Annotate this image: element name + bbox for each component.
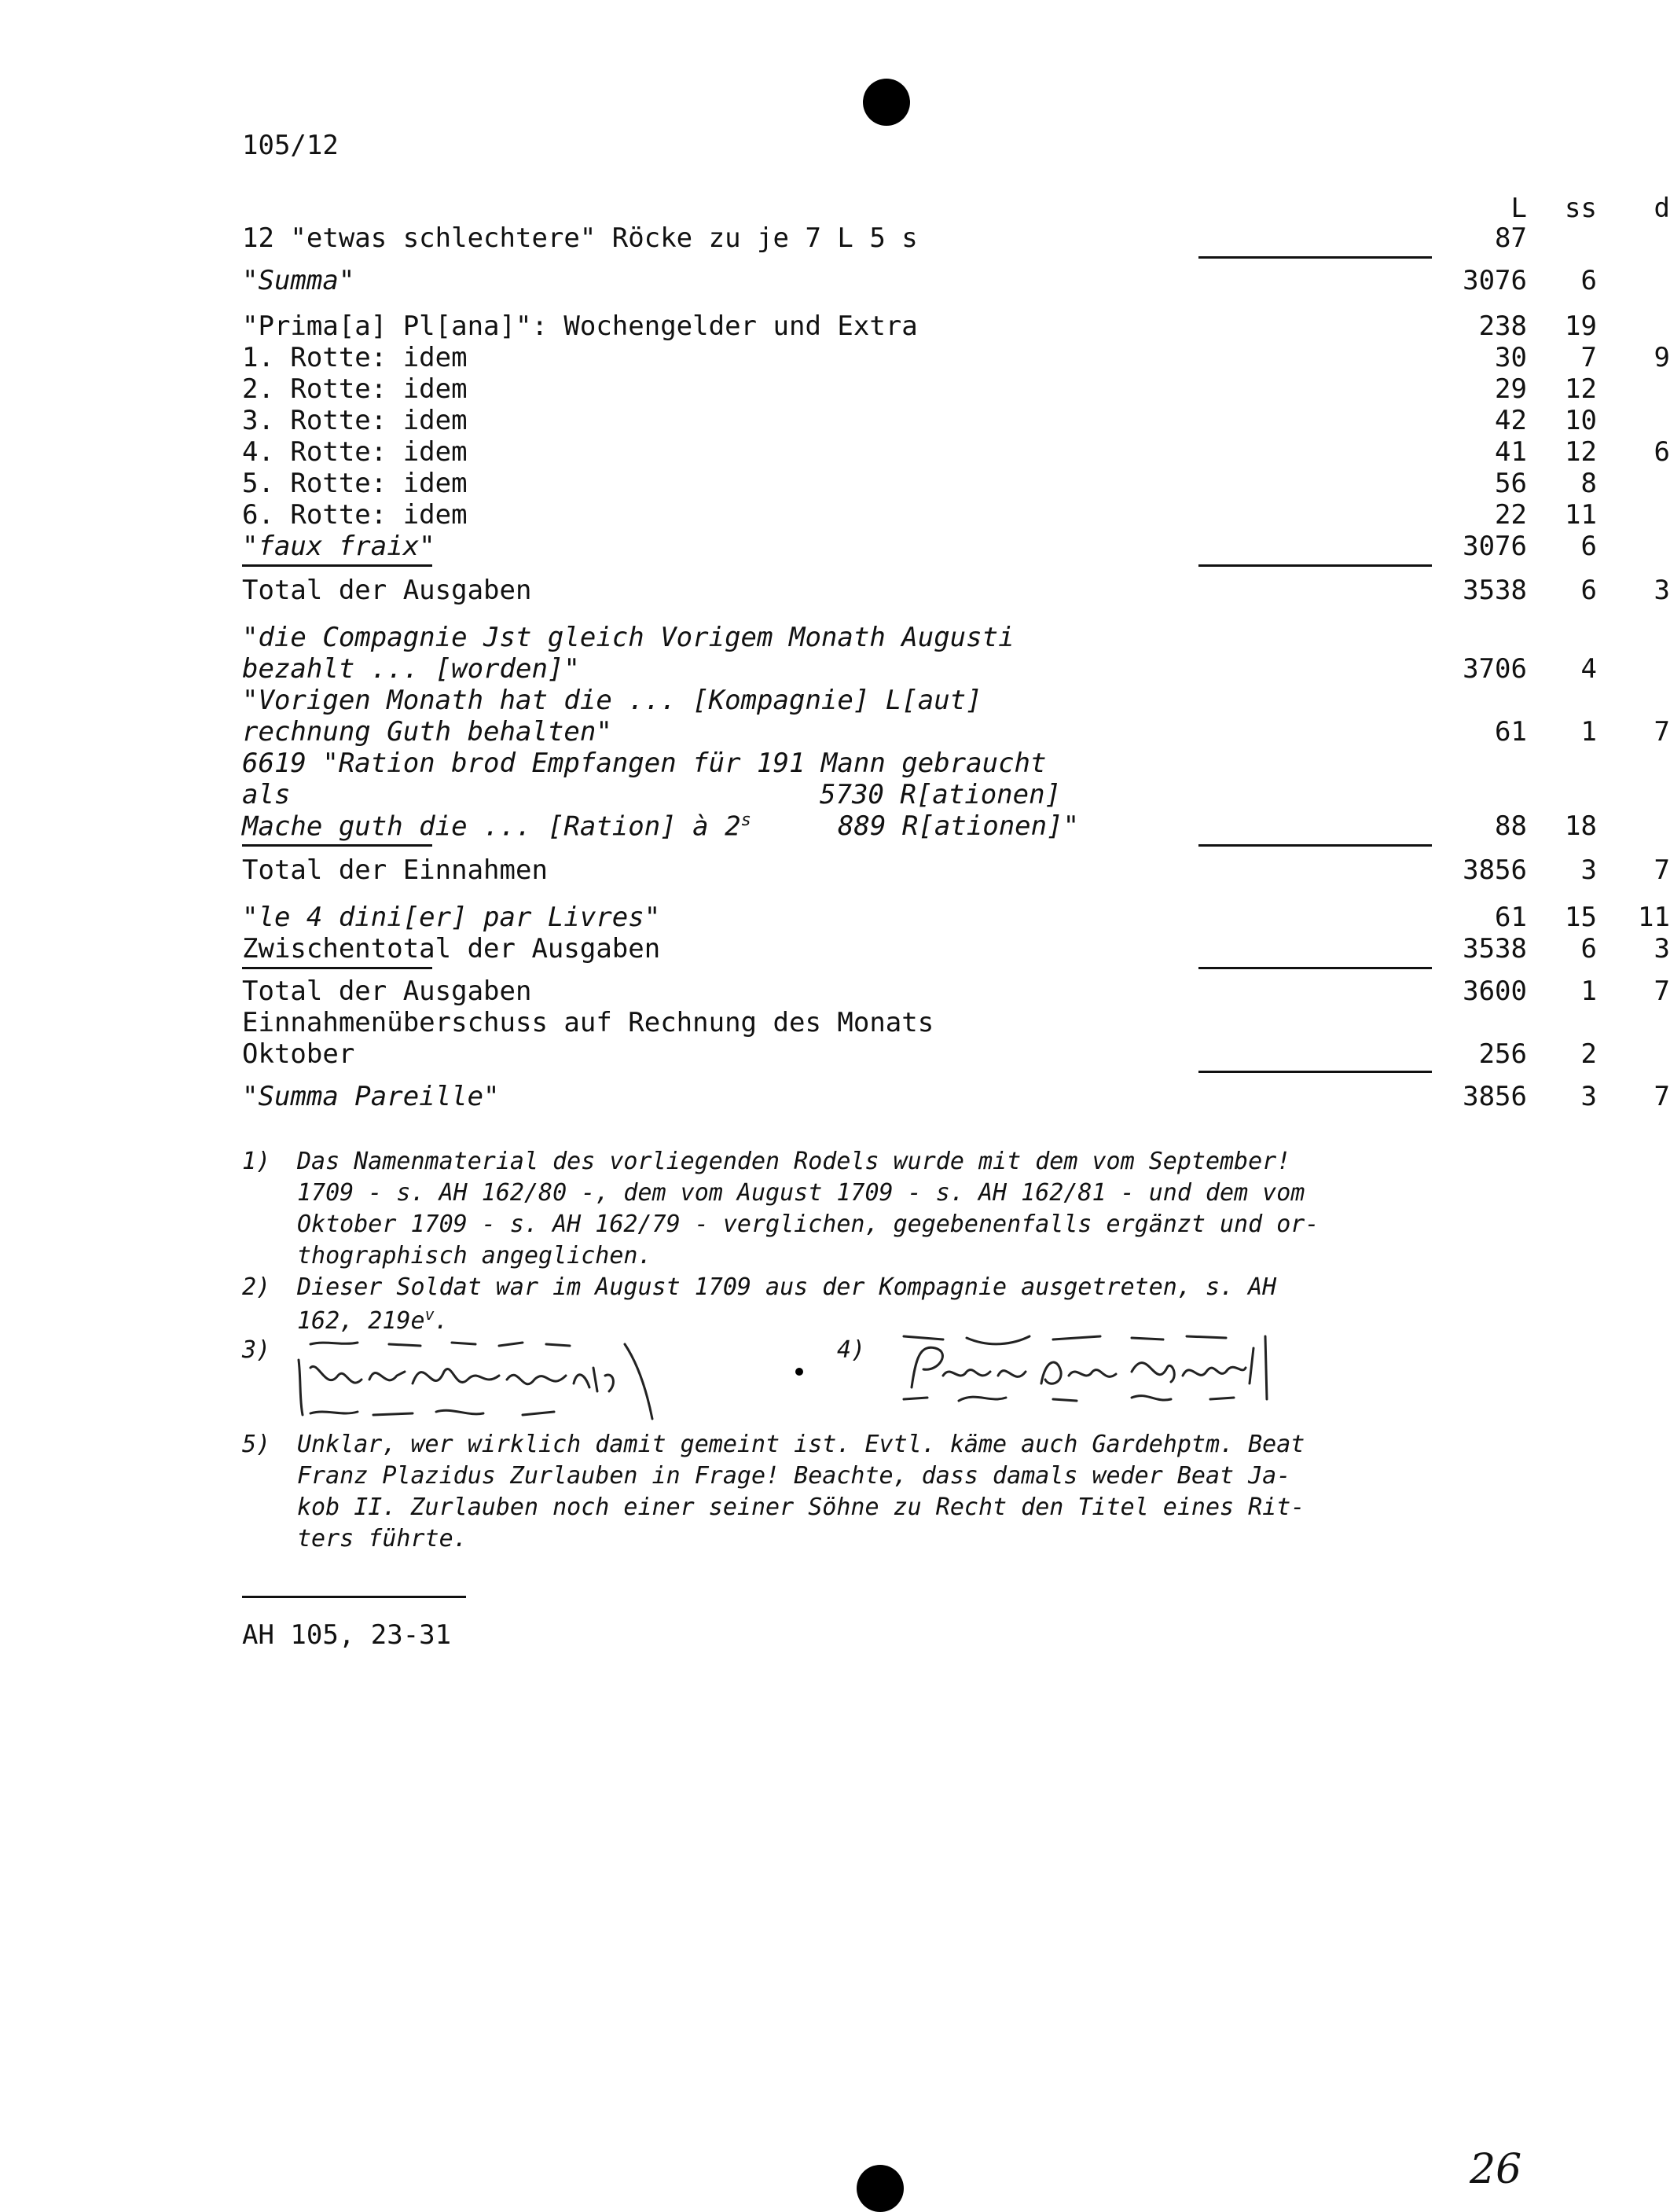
row-label: Total der Einnahmen bbox=[242, 854, 548, 886]
value-l: 22 bbox=[1495, 499, 1527, 531]
value-d: 9 bbox=[1653, 342, 1670, 373]
header-d: d bbox=[1653, 193, 1670, 224]
value-ss: 6 bbox=[1580, 531, 1597, 562]
footnote-text: Das Namenmaterial des vorliegenden Rodels wurde mit dem vom September! 1709 - s. AH 162/80 -, dem vom August 1709 - s. AH 162/81 - und dem vom Oktober 1709 - s. AH 162/79 - verglichen, gegebenenfalls ergänzt und or- thographisch angeglichen. bbox=[297, 1148, 1319, 1270]
sum-rule bbox=[1198, 1071, 1432, 1073]
value-d: 11 bbox=[1638, 902, 1670, 933]
value-d: 7 bbox=[1653, 1081, 1670, 1112]
sum-rule bbox=[242, 564, 432, 567]
row-label: "Summa Pareille" bbox=[242, 1081, 500, 1112]
footnote-number: 5) bbox=[242, 1431, 271, 1458]
row-label: Zwischentotal der Ausgaben bbox=[242, 933, 661, 965]
value-ss: 18 bbox=[1565, 810, 1597, 842]
document-reference: 105/12 bbox=[242, 130, 339, 161]
value-l: 61 bbox=[1495, 902, 1527, 933]
value-ss: 12 bbox=[1565, 373, 1597, 405]
footnote-number: 4) bbox=[837, 1336, 866, 1364]
row-label: "die Compagnie Jst gleich Vorigem Monath Augusti bbox=[242, 622, 1015, 653]
stray-dot bbox=[795, 1368, 803, 1376]
value-l: 56 bbox=[1495, 468, 1527, 499]
footnote-text: Dieser Soldat war im August 1709 aus der Kompagnie ausgetreten, s. AH 162, $219e^v$. bbox=[297, 1273, 1277, 1335]
footnote-number: 1) bbox=[242, 1148, 271, 1175]
page-number: 26 bbox=[1470, 2146, 1522, 2193]
handwriting-snippet-4 bbox=[896, 1328, 1273, 1407]
row-label: "Summa" bbox=[242, 265, 355, 296]
row-label: 6619 "Ration brod Empfangen für 191 Mann gebraucht bbox=[242, 748, 1047, 779]
value-l: 30 bbox=[1495, 342, 1527, 373]
value-d: 7 bbox=[1653, 854, 1670, 886]
value-l: 3538 bbox=[1463, 575, 1527, 606]
sum-rule bbox=[1198, 844, 1432, 847]
value-ss: 10 bbox=[1565, 405, 1597, 436]
row-label: Einnahmenüberschuss auf Rechnung des Monats bbox=[242, 1007, 934, 1038]
value-ss: 1 bbox=[1580, 716, 1597, 748]
value-ss: 12 bbox=[1565, 436, 1597, 468]
value-l: 3076 bbox=[1463, 531, 1527, 562]
value-ss: 4 bbox=[1580, 653, 1597, 685]
value-d: 3 bbox=[1653, 933, 1670, 965]
value-ss: 6 bbox=[1580, 575, 1597, 606]
value-ss: 2 bbox=[1580, 1038, 1597, 1070]
row-label: "Prima[a] Pl[ana]": Wochengelder und Extra bbox=[242, 310, 918, 342]
row-label: 6. Rotte: idem bbox=[242, 499, 468, 531]
value-l: 61 bbox=[1495, 716, 1527, 748]
sum-rule bbox=[1198, 967, 1432, 969]
value-l: 3076 bbox=[1463, 265, 1527, 296]
value-d: 3 bbox=[1653, 575, 1670, 606]
row-label: Total der Ausgaben bbox=[242, 976, 532, 1007]
rations-remaining: 889 R[ationen]" bbox=[838, 810, 1080, 842]
header-ss: ss bbox=[1565, 193, 1597, 224]
value-ss: 7 bbox=[1580, 342, 1597, 373]
header-l: L bbox=[1510, 193, 1527, 224]
value-ss: 6 bbox=[1580, 933, 1597, 965]
value-l: 3538 bbox=[1463, 933, 1527, 965]
row-label: 3. Rotte: idem bbox=[242, 405, 468, 436]
footnote-text: Unklar, wer wirklich damit gemeint ist. Evtl. käme auch Gardehptm. Beat Franz Plazidus Zurlauben in Frage! Beachte, dass damals weder Beat Ja- kob II. Zurlauben noch einer seiner Söhne zu Recht den Titel eines Rit- ters führte. bbox=[297, 1431, 1305, 1552]
value-ss: 15 bbox=[1565, 902, 1597, 933]
value-l: 3856 bbox=[1463, 1081, 1527, 1112]
value-l: 88 bbox=[1495, 810, 1527, 842]
value-l: 42 bbox=[1495, 405, 1527, 436]
row-label: 2. Rotte: idem bbox=[242, 373, 468, 405]
row-label: Mache guth die ... [Ration] à 2$^s$ bbox=[242, 810, 751, 843]
value-l: 3706 bbox=[1463, 653, 1527, 685]
value-l: 256 bbox=[1478, 1038, 1527, 1070]
sum-rule bbox=[1198, 564, 1432, 567]
value-d: 6 bbox=[1653, 436, 1670, 468]
row-label: 1. Rotte: idem bbox=[242, 342, 468, 373]
row-label: "Vorigen Monath hat die ... [Kompagnie] L[aut] bbox=[242, 685, 982, 716]
value-l: 3856 bbox=[1463, 854, 1527, 886]
value-l: 3600 bbox=[1463, 976, 1527, 1007]
value-l: 41 bbox=[1495, 436, 1527, 468]
punch-hole-bottom bbox=[857, 2165, 904, 2212]
source-rule bbox=[242, 1596, 466, 1598]
sum-rule bbox=[242, 844, 432, 847]
source-reference: AH 105, 23-31 bbox=[242, 1619, 452, 1651]
punch-hole-top bbox=[863, 79, 910, 126]
rations-used: 5730 R[ationen] bbox=[820, 779, 1062, 810]
value-ss: 19 bbox=[1565, 310, 1597, 342]
value-ss: 11 bbox=[1565, 499, 1597, 531]
value-d: 7 bbox=[1653, 976, 1670, 1007]
value-l: 238 bbox=[1478, 310, 1527, 342]
sum-rule bbox=[1198, 256, 1432, 259]
row-label: als bbox=[242, 779, 291, 810]
row-label: 12 "etwas schlechtere" Röcke zu je 7 L 5 s bbox=[242, 222, 918, 254]
value-l: 29 bbox=[1495, 373, 1527, 405]
value-l: 87 bbox=[1495, 222, 1527, 254]
row-label: 4. Rotte: idem bbox=[242, 436, 468, 468]
handwriting-snippet-3 bbox=[295, 1336, 656, 1423]
value-ss: 1 bbox=[1580, 976, 1597, 1007]
row-label: "faux fraix" bbox=[242, 531, 435, 562]
value-ss: 3 bbox=[1580, 1081, 1597, 1112]
value-ss: 3 bbox=[1580, 854, 1597, 886]
row-label: "le 4 dini[er] par Livres" bbox=[242, 902, 661, 933]
row-label: Total der Ausgaben bbox=[242, 575, 532, 606]
row-label: rechnung Guth behalten" bbox=[242, 716, 612, 748]
value-ss: 6 bbox=[1580, 265, 1597, 296]
sum-rule bbox=[242, 967, 432, 969]
value-d: 7 bbox=[1653, 716, 1670, 748]
value-ss: 8 bbox=[1580, 468, 1597, 499]
row-label: 5. Rotte: idem bbox=[242, 468, 468, 499]
footnote-number: 3) bbox=[242, 1336, 271, 1364]
row-label: Oktober bbox=[242, 1038, 355, 1070]
footnote-number: 2) bbox=[242, 1273, 271, 1301]
row-label: bezahlt ... [worden]" bbox=[242, 653, 580, 685]
